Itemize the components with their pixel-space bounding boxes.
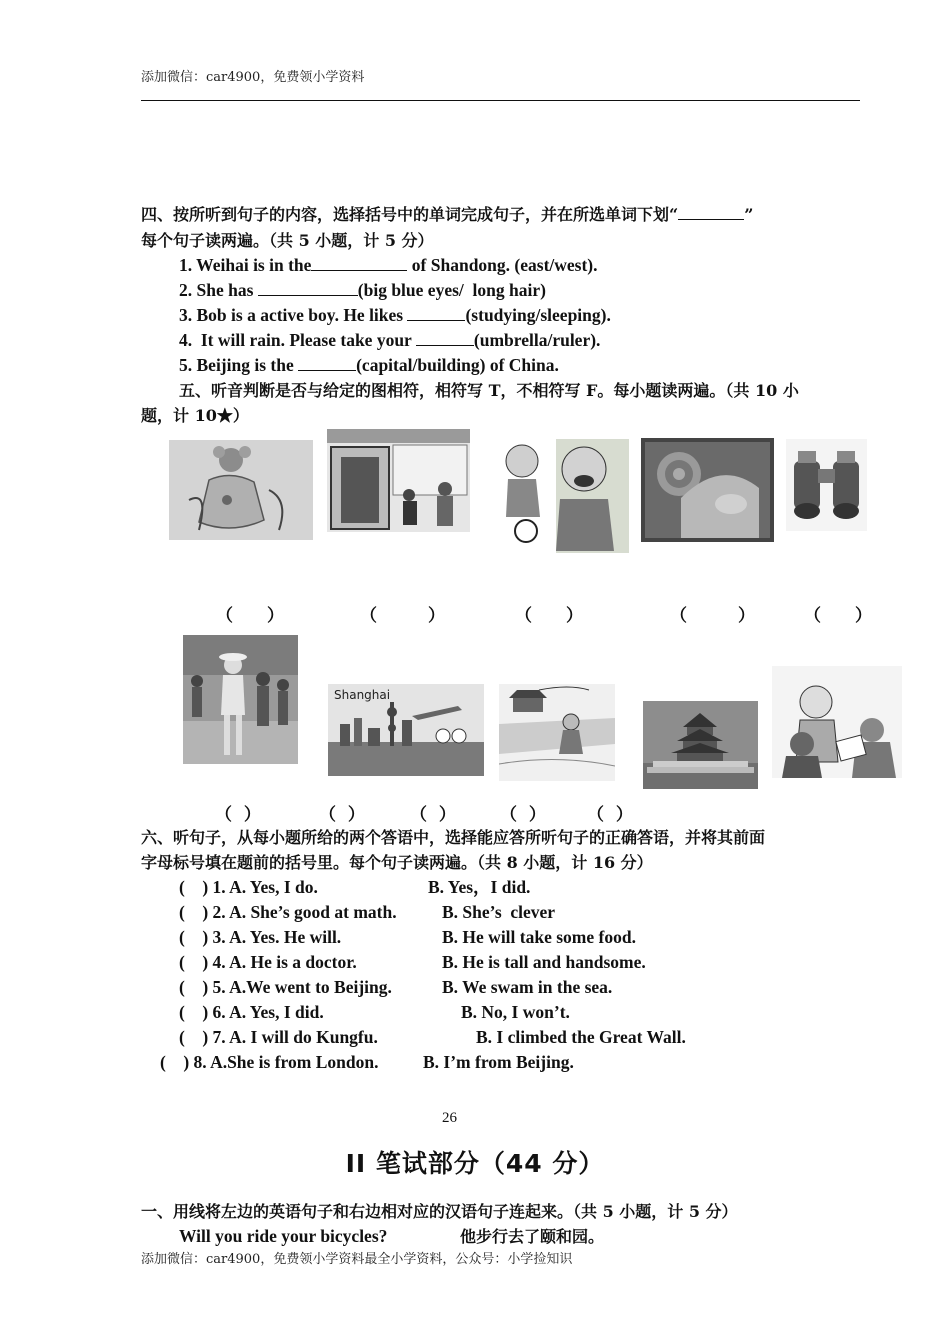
s6-item-4-b: B. He is tall and handsome.: [442, 952, 646, 972]
part2-title: II 笔试部分（44 分）: [345, 1149, 605, 1178]
answer-blank[interactable]: [407, 306, 465, 321]
dancing-clown-picture: [169, 440, 313, 540]
answer-paren[interactable]: （ ）: [360, 606, 445, 626]
s4-item-5: 5. Beijing is the (capital/building) of China.: [179, 355, 559, 375]
answer-blank[interactable]: [311, 256, 407, 271]
answer-paren[interactable]: （ ）: [515, 606, 583, 626]
s4-item-1: 1. Weihai is in the of Shandong. (east/west).: [179, 255, 598, 275]
s6-item-4-a: ( ) 4. A. He is a doctor.: [179, 952, 357, 972]
answer-paren[interactable]: （ ）: [670, 606, 755, 626]
answer-paren[interactable]: （ ）: [804, 606, 872, 626]
page-header: 添加微信：car4900，免费领小学资料: [141, 70, 365, 85]
s6-item-2-a: ( ) 2. A. She’s good at math.: [179, 902, 397, 922]
children-reading-picture: [772, 666, 902, 778]
boys-soccer-picture: [498, 439, 629, 553]
s4-item-2: 2. She has (big blue eyes/ long hair): [179, 280, 546, 300]
answer-paren[interactable]: （ ）: [216, 606, 284, 626]
s6-item-8-a: ( ) 8. A.She is from London.: [160, 1052, 379, 1072]
answer-blank[interactable]: [416, 331, 474, 346]
s6-item-8-b: B. I’m from Beijing.: [423, 1052, 574, 1072]
s6-item-3-b: B. He will take some food.: [442, 927, 636, 947]
s6-item-3-a: ( ) 3. A. Yes. He will.: [179, 927, 342, 947]
section6-subtitle: 字母标号填在题前的括号里。每个句子读两遍。（共 8 小题，计 16 分）: [141, 853, 653, 872]
section5-title: 五、听音判断是否与给定的图相符，相符写 T，不相符写 F。每小题读两遍。（共 10 小: [179, 381, 799, 400]
section6-title: 六、听句子，从每小题所给的两个答语中，选择能应答所听句子的正确答语，并将其前面: [141, 828, 766, 847]
s6-item-7-b: B. I climbed the Great Wall.: [476, 1027, 686, 1047]
answer-paren[interactable]: （ ）: [500, 805, 546, 825]
header-rule: [141, 100, 860, 101]
shanghai-skyline-picture: [328, 684, 484, 776]
part2-right-sentence-1: 他步行去了颐和园。: [460, 1227, 605, 1246]
s4-item-4: 4. It will rain. Please take your (umbrella/ruler).: [179, 330, 601, 350]
answer-blank[interactable]: [258, 281, 358, 296]
section5-subtitle: 题，计 10★）: [141, 406, 249, 425]
section4-title-quote: ”: [744, 205, 754, 224]
section4-title-text: 四、按所听到句子的内容，选择括号中的单词完成句子，并在所选单词下划“: [141, 205, 679, 224]
page-number: 26: [442, 1110, 457, 1126]
part2-left-sentence-1: Will you ride your bicycles?: [179, 1226, 388, 1246]
binoculars-picture: [786, 439, 867, 531]
part2-section1-title: 一、用线将左边的英语句子和右边相对应的汉语句子连起来。（共 5 小题，计 5 分）: [141, 1202, 738, 1221]
beach-child-picture: [499, 684, 615, 781]
page-footer: 添加微信：car4900，免费领小学资料最全小学资料，公众号：小学捡知识: [141, 1252, 573, 1267]
s6-item-5-a: ( ) 5. A.We went to Beijing.: [179, 977, 392, 997]
s4-item-3: 3. Bob is a active boy. He likes (studying/sleeping).: [179, 305, 611, 325]
s6-item-1-a: ( ) 1. A. Yes, I do.: [179, 877, 318, 897]
section4-subtitle: 每个句子读两遍。（共 5 小题，计 5 分）: [141, 231, 434, 250]
underline-sample: [678, 205, 744, 220]
answer-paren[interactable]: （ ）: [587, 805, 633, 825]
answer-paren[interactable]: （ ）: [215, 805, 261, 825]
girl-portrait-picture: [641, 438, 774, 542]
s6-item-2-b: B. She’s clever: [442, 902, 556, 922]
s6-item-7-a: ( ) 7. A. I will do Kungfu.: [179, 1027, 378, 1047]
answer-blank[interactable]: [298, 356, 356, 371]
s6-item-6-a: ( ) 6. A. Yes, I did.: [179, 1002, 324, 1022]
s6-item-5-b: B. We swam in the sea.: [442, 977, 613, 997]
answer-paren[interactable]: （ ）: [410, 805, 456, 825]
beach-swimmers-picture: [183, 635, 298, 764]
section4-title: [141, 202, 753, 227]
answer-paren[interactable]: （ ）: [319, 805, 365, 825]
house-doorway-picture: [327, 429, 470, 532]
temple-of-heaven-picture: [643, 701, 758, 789]
shanghai-caption: Shanghai: [334, 688, 391, 702]
s6-item-6-b: B. No, I won’t.: [461, 1002, 570, 1022]
s6-item-1-b: B. Yes，I did.: [428, 877, 531, 897]
